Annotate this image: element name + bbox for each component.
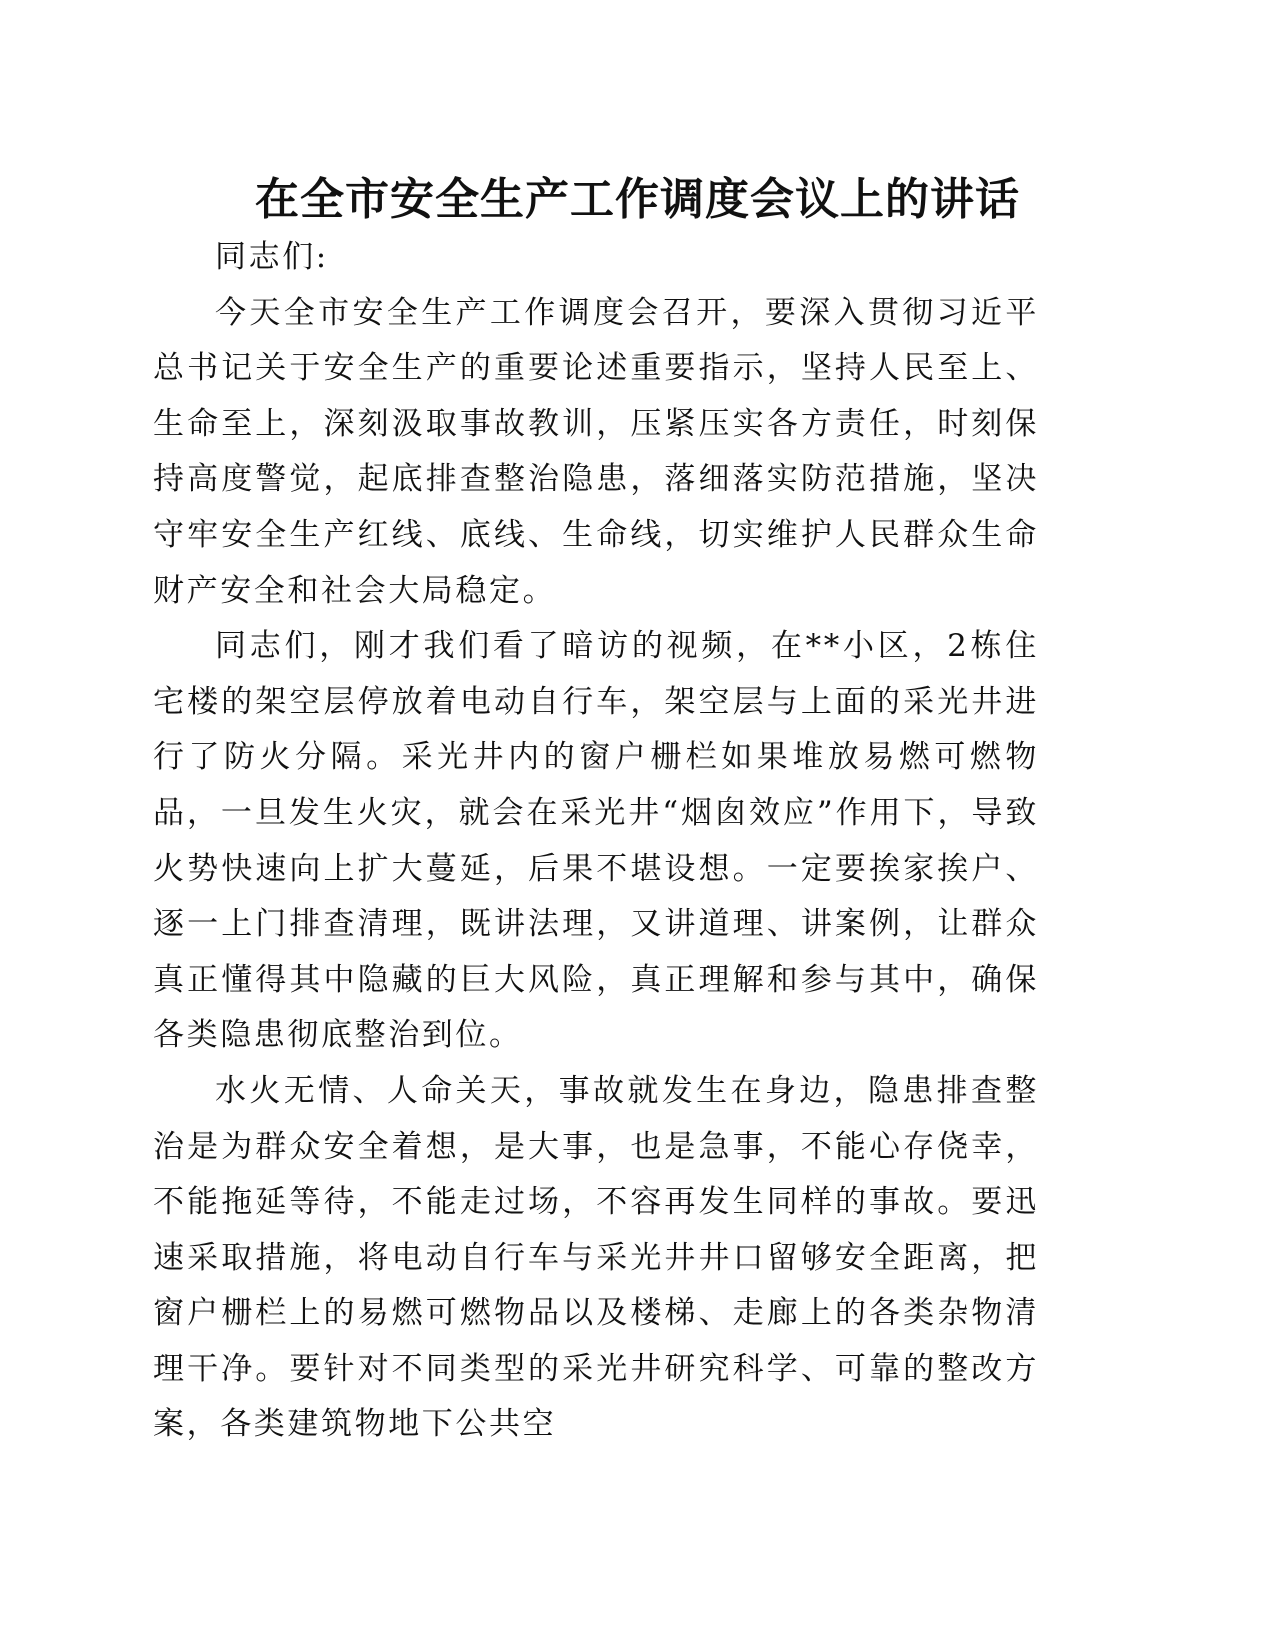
paragraph: 同志们，刚才我们看了暗访的视频，在**小区，2栋住宅楼的架空层停放着电动自行车，架空层与上面的采光井进行了防火分隔。采光井内的窗户栅栏如果堆放易燃可燃物品，一旦发生火灾，就会在采光井“烟囱效应”作用下，导致火势快速向上扩大蔓延，后果不堪设想。一定要挨家挨户、逐一上门排查清理，既讲法理，又讲道理、讲案例，让群众真正懂得其中隐藏的巨大风险，真正理解和参与其中，确保各类隐患彻底整治到位。 — [153, 628, 1039, 1054]
document-title: 在全市安全生产工作调度会议上的讲话 — [255, 174, 1020, 225]
paragraph: 今天全市安全生产工作调度会召开，要深入贯彻习近平总书记关于安全生产的重要论述重要指示，坚持人民至上、生命至上，深刻汲取事故教训，压紧压实各方责任，时刻保持高度警觉，起底排查整治隐患，落细落实防范措施，坚决守牢安全生产红线、底线、生命线，切实维护人民群众生命财产安全和社会大局稳定。 — [153, 294, 1039, 609]
document-body — [153, 230, 1039, 1453]
salutation: 同志们: — [215, 239, 329, 275]
paragraph: 水火无情、人命关天，事故就发生在身边，隐患排查整治是为群众安全着想，是大事，也是急事，不能心存侥幸，不能拖延等待，不能走过场，不容再发生同样的事故。要迅速采取措施，将电动自行车与采光井井口留够安全距离，把窗户栅栏上的易燃可燃物品以及楼梯、走廊上的各类杂物清理干净。要针对不同类型的采光井研究科学、可靠的整改方案，各类建筑物地下公共空 — [153, 1072, 1039, 1443]
